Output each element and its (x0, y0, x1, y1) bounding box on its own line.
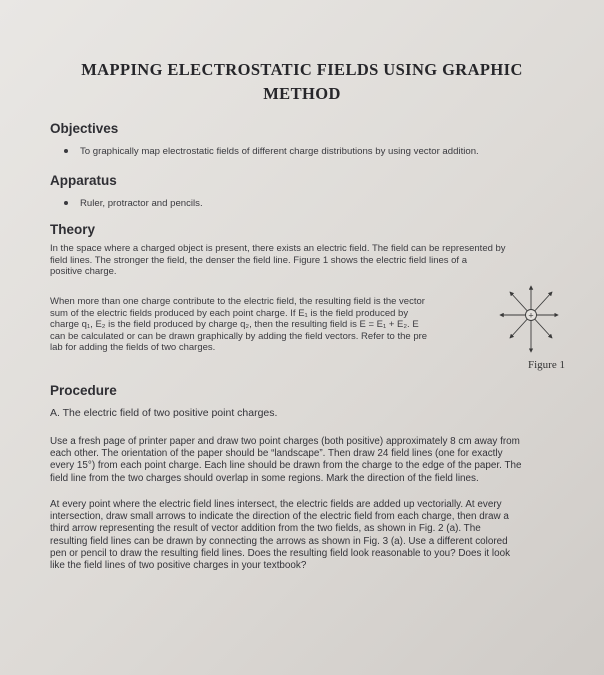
text-line: intersection, draw small arrows to indicate the direction of the electric field from each charge, then draw a (50, 511, 509, 523)
apparatus-heading: Apparatus (50, 173, 117, 188)
text-line: can be calculated or can be drawn graphically by adding the field vectors. Refer to the pre (50, 330, 428, 342)
objectives-item-text: To graphically map electrostatic fields of different charge distributions by using vector addition. (80, 146, 479, 157)
apparatus-item (64, 198, 203, 209)
text-line: Use a fresh page of printer paper and draw two point charges (both positive) approximately 8 cm away from (50, 436, 520, 447)
text-line: At every point where the electric field lines intersect, the electric fields are added up vectorially. At every (50, 499, 502, 510)
text-line: field lines. The stronger the field, the denser the field line. Figure 1 shows the electric field lines of a (50, 254, 467, 266)
procedure-subheading: A. The electric field of two positive point charges. (50, 407, 278, 419)
objectives-heading: Objectives (50, 121, 119, 136)
text-line: resulting field lines can be drawn by connecting the arrows as shown in Fig. 3 (a). Use a different colored (50, 535, 508, 547)
text-line: In the space where a charged object is present, there exists an electric field. The field can be represented by (50, 243, 506, 254)
theory-heading: Theory (50, 222, 96, 237)
bullet-icon (64, 201, 68, 205)
procedure-heading: Procedure (50, 383, 117, 398)
text-line: sum of the electric fields produced by each point charge. If E₁ is the field produced by (50, 307, 409, 319)
text-line: pen or pencil to draw the resulting field lines. Does the resulting field look reasonable to you? Does it look (50, 547, 511, 559)
text-line: every 15°) from each point charge. Each line should be drawn from the charge to the edge of the paper. The (50, 460, 522, 472)
theory-paragraph-2 (50, 296, 427, 354)
theory-paragraph-1 (50, 243, 506, 278)
text-line: positive charge. (50, 266, 117, 278)
text-line: lab for adding the fields of two charges. (50, 342, 216, 354)
text-line: like the field lines of two positive charges in your textbook? (50, 560, 307, 572)
objectives-item (64, 146, 479, 157)
apparatus-item-text: Ruler, protractor and pencils. (80, 198, 203, 209)
text-line: third arrow representing the result of vector addition from the two fields, as shown in Fig. 2 (a). The (50, 523, 481, 535)
charge-symbol: + (528, 310, 534, 321)
positive-charge-field-figure (496, 280, 560, 360)
text-line: charge q₁, E₂ is the field produced by charge q₂, then the resulting field is E = E₁ + E₂. E (50, 319, 419, 331)
bullet-icon (64, 149, 68, 153)
text-line: each other. The orientation of the paper should be “landscape”. Then draw 24 field lines (one for exactly (50, 448, 503, 460)
document-title-line2: METHOD (263, 84, 341, 103)
procedure-paragraph-2 (50, 499, 510, 572)
text-line: When more than one charge contribute to the electric field, the resulting field is the vector (50, 296, 425, 307)
procedure-paragraph-1 (50, 436, 521, 485)
figure-caption: Figure 1 (528, 359, 565, 371)
document-title-line1: MAPPING ELECTROSTATIC FIELDS USING GRAPHIC (81, 60, 523, 79)
text-line: field line from the two charges should overlap in some regions. Mark the direction of the field lines. (50, 472, 479, 484)
